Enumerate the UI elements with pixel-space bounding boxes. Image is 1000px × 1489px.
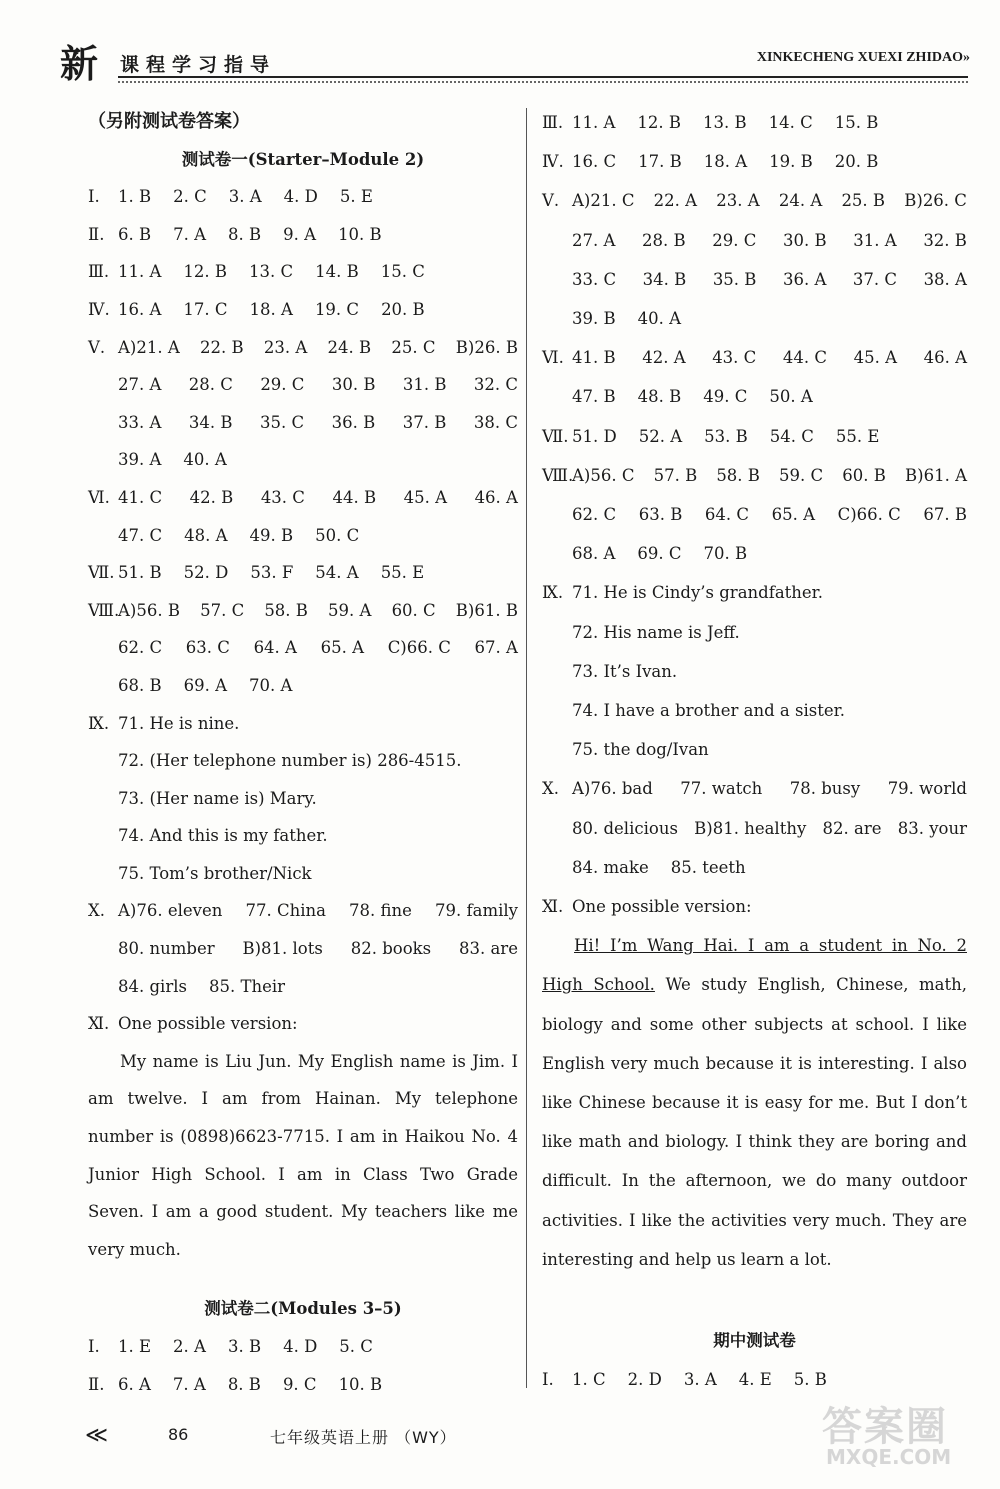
page-number: 86 bbox=[168, 1425, 189, 1444]
answer-row: Ⅴ. A)21. A 22. B 23. A 24. B 25. C B)26. B bbox=[88, 337, 518, 357]
watermark-logo bbox=[822, 1395, 972, 1475]
header-title: 课程学习指导 bbox=[120, 54, 277, 76]
answer-row: 84. girls 85. Their bbox=[118, 976, 286, 996]
sample-essay: My name is Liu Jun. My English name is Jim. I am twelve. I am from Hainan. My telephone number is (0898)6623-7715. I am in Haikou No. 4 Junior High School. I am in Class Two Grade Seven. I am a good student. My teachers like me very much. bbox=[88, 1051, 518, 1259]
answer-row: Ⅰ. 1. B 2. C 3. A 4. D 5. E bbox=[88, 187, 373, 207]
right-column bbox=[542, 103, 967, 1400]
left-column bbox=[88, 103, 518, 1403]
answer-row: Ⅷ. A)56. C 57. B 58. B 59. C 60. B B)61. A bbox=[542, 465, 967, 485]
answer-row: 75. the dog/Ivan bbox=[572, 740, 709, 760]
answer-row: Ⅸ. 71. He is nine. bbox=[88, 713, 240, 733]
answer-row: Ⅷ. A)56. B 57. C 58. B 59. A 60. C B)61. B bbox=[88, 600, 518, 620]
header-rule bbox=[118, 76, 968, 78]
answer-row: Ⅶ. 51. D 52. A 53. B 54. C 55. E bbox=[542, 426, 880, 446]
watermark-url: MXQE.COM bbox=[826, 1445, 952, 1469]
answer-row: 68. B 69. A 70. A bbox=[118, 675, 293, 695]
essay-underlined-text: Hi! I’m Wang Hai. I am a student in No. 2 High School. bbox=[542, 936, 967, 995]
answer-row: 27. A 28. B 29. C 30. B 31. A 32. B bbox=[572, 230, 967, 250]
sample-essay: Hi! I’m Wang Hai. I am a student in No. 2 High School. We study English, Chinese, math, biology and some other subjects at school. I like English very much because it is interesting. I also like Chinese because it is easy for me. But I don’t like math and biology. I think they are boring and difficult. In the afternoon, we do many outdoor activities. I like the activities very much. They are interesting and help us learn a lot. bbox=[542, 936, 967, 1269]
book-title: 七年级英语上册 （WY） bbox=[270, 1428, 457, 1447]
answer-row: Ⅵ. 41. C 42. B 43. C 44. B 45. A 46. A bbox=[88, 487, 518, 507]
answer-row: Ⅰ. 1. E 2. A 3. B 4. D 5. C bbox=[88, 1337, 373, 1356]
answer-row: Ⅶ. 51. B 52. D 53. F 54. A 55. E bbox=[88, 563, 425, 583]
answer-row: Ⅴ. A)21. C 22. A 23. A 24. A 25. B B)26. C bbox=[542, 191, 967, 211]
answer-row: Ⅵ. 41. B 42. A 43. C 44. C 45. A 46. A bbox=[542, 348, 967, 368]
answer-row: 62. C 63. C 64. A 65. A C)66. C 67. A bbox=[118, 638, 518, 658]
answer-row: 27. A 28. C 29. C 30. B 31. B 32. C bbox=[118, 375, 518, 395]
answer-row: 68. A 69. C 70. B bbox=[572, 544, 748, 564]
answer-row: Ⅲ. 11. A 12. B 13. B 14. C 15. B bbox=[542, 113, 879, 132]
page-header bbox=[60, 41, 970, 86]
answer-row: Ⅹ. A)76. eleven 77. China 78. fine 79. family bbox=[88, 901, 518, 921]
header-logo: 新 bbox=[60, 41, 99, 86]
watermark-text: 答案圈 bbox=[822, 1404, 948, 1450]
answer-row: 72. His name is Jeff. bbox=[572, 622, 740, 642]
answer-row: 47. B 48. B 49. C 50. A bbox=[572, 387, 813, 407]
answer-row: 39. B 40. A bbox=[572, 309, 682, 329]
answer-row: 84. make 85. teeth bbox=[572, 857, 746, 877]
answer-row: Ⅳ. 16. C 17. B 18. A 19. B 20. B bbox=[542, 152, 879, 172]
midterm-title: 期中测试卷 bbox=[713, 1331, 796, 1351]
answer-row: 74. And this is my father. bbox=[118, 826, 328, 846]
answer-row: Ⅱ. 6. A 7. A 8. B 9. C 10. B bbox=[88, 1374, 383, 1394]
answer-row: 62. C 63. B 64. C 65. A C)66. C 67. B bbox=[572, 505, 967, 525]
answer-row: 47. C 48. A 49. B 50. C bbox=[118, 525, 360, 545]
answer-row: Ⅺ. One possible version: bbox=[88, 1014, 298, 1034]
answer-row: Ⅸ. 71. He is Cindy’s grandfather. bbox=[542, 583, 824, 603]
header-english-title: XINKECHENG XUEXI ZHIDAO» bbox=[756, 50, 970, 65]
test2-title: 测试卷二(Modules 3–5) bbox=[204, 1299, 402, 1319]
answer-row: Ⅱ. 6. B 7. A 8. B 9. A 10. B bbox=[88, 224, 382, 244]
answer-row: Ⅰ. 1. C 2. D 3. A 4. E 5. B bbox=[542, 1370, 827, 1390]
page-footer bbox=[85, 1425, 505, 1455]
answer-row: Ⅹ. A)76. bad 77. watch 78. busy 79. world bbox=[542, 779, 967, 799]
answer-row: 73. (Her name is) Mary. bbox=[118, 788, 317, 808]
answer-row: Ⅳ. 16. A 17. C 18. A 19. C 20. B bbox=[88, 299, 425, 319]
answer-row: 80. number B)81. lots 82. books 83. are bbox=[118, 939, 518, 959]
answer-row: Ⅺ. One possible version: bbox=[542, 897, 752, 917]
answer-row: 33. C 34. B 35. B 36. A 37. C 38. A bbox=[572, 269, 967, 289]
answer-row: Ⅲ. 11. A 12. B 13. C 14. B 15. C bbox=[88, 262, 425, 282]
double-left-arrow-icon: ≪ bbox=[85, 1423, 109, 1448]
test1-title: 测试卷一(Starter–Module 2) bbox=[181, 149, 425, 169]
answer-row: 73. It’s Ivan. bbox=[572, 661, 678, 681]
header-dotted-rule bbox=[118, 81, 968, 83]
answer-row: 39. A 40. A bbox=[118, 450, 227, 470]
answer-row: 80. delicious B)81. healthy 82. are 83. your bbox=[572, 818, 967, 838]
answer-row: 72. (Her telephone number is) 286-4515. bbox=[118, 751, 462, 771]
answer-row: 74. I have a brother and a sister. bbox=[572, 701, 845, 721]
answer-row: 75. Tom’s brother/Nick bbox=[118, 863, 312, 883]
answers-heading: （另附测试卷答案） bbox=[88, 111, 250, 132]
column-divider bbox=[526, 108, 527, 1388]
answer-row: 33. A 34. B 35. C 36. B 37. B 38. C bbox=[118, 412, 518, 432]
